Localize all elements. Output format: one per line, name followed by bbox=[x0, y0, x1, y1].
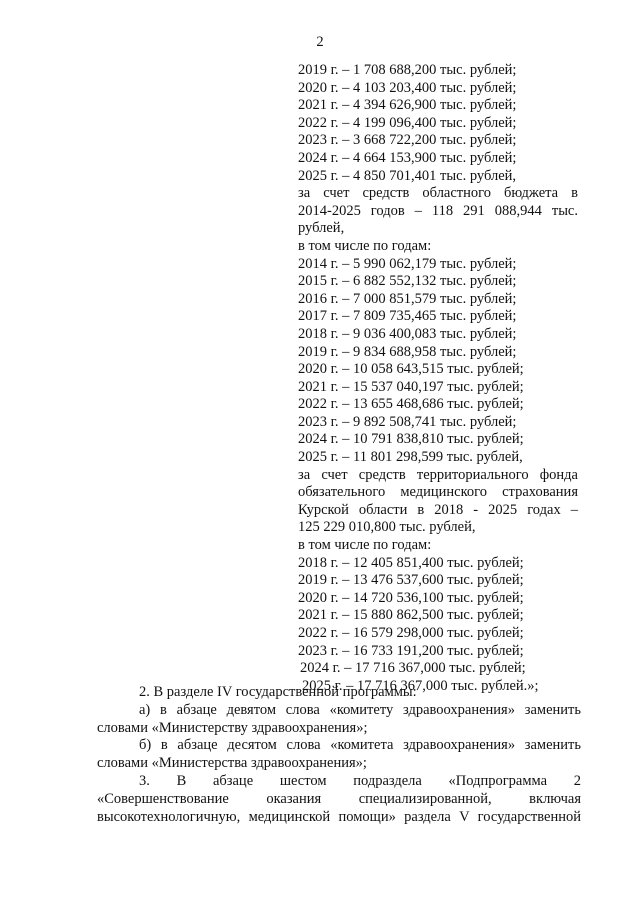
fund-heading-line-1: за счет средств территориального фонда bbox=[298, 466, 578, 483]
budget-line: 2021 г. – 15 537 040,197 тыс. рублей; bbox=[298, 378, 524, 395]
budget-line: 2022 г. – 13 655 468,686 тыс. рублей; bbox=[298, 396, 524, 413]
budget-line: 2025 г. – 17 716 367,000 тыс. рублей.»; bbox=[302, 677, 539, 694]
budget-line: 2014 г. – 5 990 062,179 тыс. рублей; bbox=[298, 255, 517, 272]
amendment-text bbox=[97, 684, 581, 826]
budget-line: 2018 г. – 9 036 400,083 тыс. рублей; bbox=[298, 325, 517, 342]
regional-budget-total: 2014-2025 годов – 118 291 088,944 тыс. bbox=[298, 202, 578, 219]
budget-lines-federal bbox=[298, 62, 578, 185]
budget-line: 2015 г. – 6 882 552,132 тыс. рублей; bbox=[298, 273, 517, 290]
fund-heading-line-2: обязательного медицинского страхования bbox=[298, 484, 578, 501]
item-2b-line-1: б) в абзаце десятом слова «комитета здравоохранения» заменить bbox=[139, 737, 581, 754]
budget-line: 2016 г. – 7 000 851,579 тыс. рублей; bbox=[298, 290, 517, 307]
budget-line: 2024 г. – 17 716 367,000 тыс. рублей; bbox=[300, 660, 526, 677]
budget-lines-regional bbox=[298, 256, 578, 467]
regional-budget-heading: за счет средств областного бюджета в bbox=[298, 185, 578, 202]
budget-line: 2022 г. – 16 579 298,000 тыс. рублей; bbox=[298, 625, 524, 641]
by-years-label: в том числе по годам: bbox=[298, 237, 432, 254]
budget-line: 2023 г. – 16 733 191,200 тыс. рублей; bbox=[298, 642, 524, 659]
item-2a-line-1: а) в абзаце девятом слова «комитету здравоохранения» заменить bbox=[139, 701, 581, 718]
budget-line: 2025 г. – 4 850 701,401 тыс. рублей, bbox=[298, 167, 517, 184]
budget-line: 2020 г. – 4 103 203,400 тыс. рублей; bbox=[298, 79, 517, 96]
budget-line: 2021 г. – 15 880 862,500 тыс. рублей; bbox=[298, 607, 524, 624]
budget-line: 2021 г. – 4 394 626,900 тыс. рублей; bbox=[298, 97, 517, 114]
item-3-cont bbox=[97, 791, 581, 827]
budget-line: 2025 г. – 11 801 298,599 тыс. рублей, bbox=[298, 449, 523, 466]
item-2-text: 2. В разделе IV государственной программы: bbox=[139, 684, 417, 700]
item-2b bbox=[97, 737, 581, 755]
item-2a-line-2: словами «Министерству здравоохранения»; bbox=[97, 719, 368, 736]
budget-line: 2020 г. – 10 058 643,515 тыс. рублей; bbox=[298, 361, 524, 378]
page-number: 2 bbox=[316, 34, 324, 50]
item-2-heading bbox=[97, 684, 581, 702]
item-3-line-3: высокотехнологичную, медицинской помощи» раздела V государственной bbox=[97, 808, 581, 825]
budget-line: 2017 г. – 7 809 735,465 тыс. рублей; bbox=[298, 308, 517, 325]
budget-line: 2018 г. – 12 405 851,400 тыс. рублей; bbox=[298, 554, 524, 571]
item-3 bbox=[97, 773, 581, 791]
item-3-line-1: 3. В абзаце шестом подраздела «Подпрограмма 2 bbox=[139, 772, 581, 789]
item-2b-line-2: словами «Министерства здравоохранения»; bbox=[97, 755, 367, 772]
by-years-label: в том числе по годам: bbox=[298, 537, 432, 554]
budget-line: 2023 г. – 3 668 722,200 тыс. рублей; bbox=[298, 132, 517, 149]
fund-total: 125 229 010,800 тыс. рублей, bbox=[298, 519, 476, 536]
funding-column bbox=[298, 62, 578, 695]
budget-line: 2019 г. – 9 834 688,958 тыс. рублей; bbox=[298, 343, 517, 360]
regional-budget-unit: рублей, bbox=[298, 220, 345, 237]
budget-line: 2019 г. – 13 476 537,600 тыс. рублей; bbox=[298, 572, 524, 589]
fund-heading-line-3: Курской области в 2018 - 2025 годах – bbox=[298, 501, 578, 518]
budget-lines-fund bbox=[298, 555, 578, 643]
budget-line: 2023 г. – 9 892 508,741 тыс. рублей; bbox=[298, 413, 517, 430]
budget-line: 2020 г. – 14 720 536,100 тыс. рублей; bbox=[298, 589, 524, 606]
item-3-line-2: «Совершенствование оказания специализированной, включая bbox=[97, 790, 581, 807]
budget-line: 2022 г. – 4 199 096,400 тыс. рублей; bbox=[298, 114, 517, 131]
budget-line: 2024 г. – 4 664 153,900 тыс. рублей; bbox=[298, 149, 517, 166]
item-2a bbox=[97, 702, 581, 720]
budget-line: 2024 г. – 10 791 838,810 тыс. рублей; bbox=[298, 431, 524, 448]
budget-line: 2019 г. – 1 708 688,200 тыс. рублей; bbox=[298, 62, 517, 78]
